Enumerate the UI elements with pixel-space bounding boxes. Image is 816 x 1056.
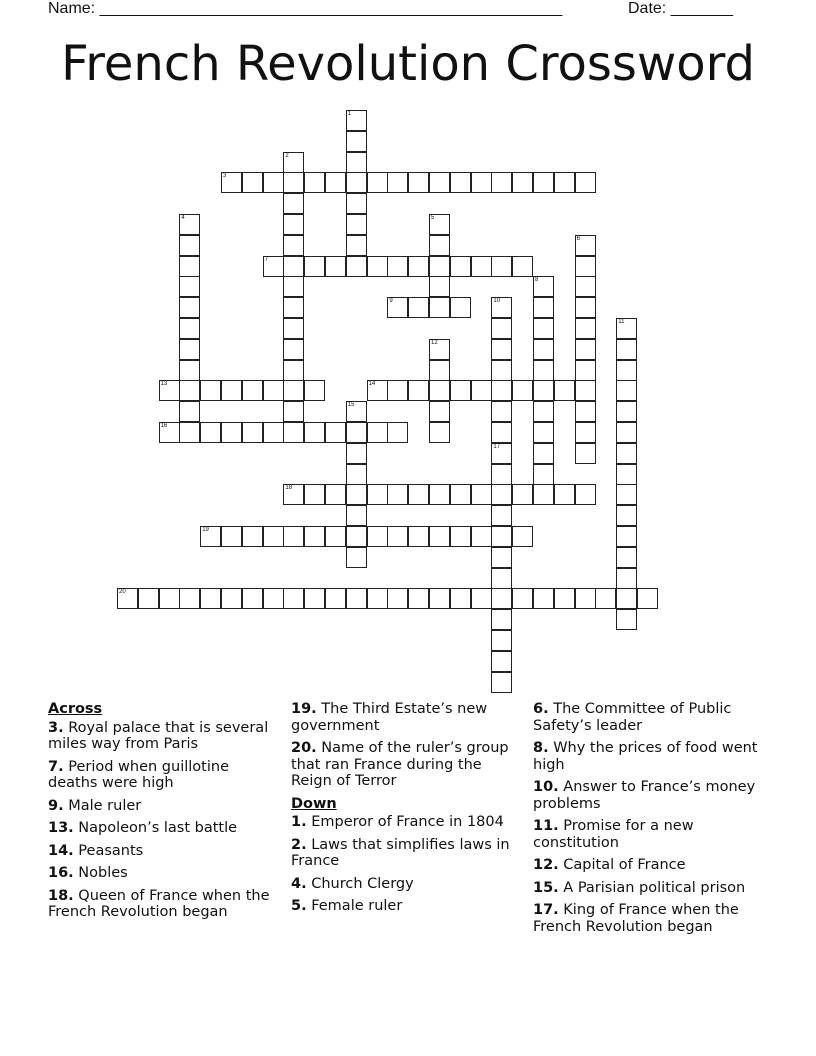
crossword-cell[interactable] — [242, 588, 263, 609]
crossword-cell[interactable] — [429, 422, 450, 443]
crossword-cell[interactable] — [367, 172, 388, 193]
crossword-cell[interactable] — [575, 297, 596, 318]
crossword-cell[interactable] — [325, 422, 346, 443]
crossword-cell[interactable] — [242, 422, 263, 443]
crossword-cell[interactable] — [221, 380, 242, 401]
crossword-cell[interactable] — [429, 172, 450, 193]
crossword-cell[interactable] — [512, 380, 533, 401]
down-clue — [291, 814, 523, 831]
crossword-cell-17[interactable] — [491, 443, 512, 464]
crossword-cell[interactable] — [616, 547, 637, 568]
crossword-cell-2[interactable] — [283, 152, 304, 173]
crossword-cell[interactable] — [533, 339, 554, 360]
crossword-cell[interactable] — [304, 422, 325, 443]
crossword-cell[interactable] — [387, 526, 408, 547]
crossword-cell[interactable] — [367, 588, 388, 609]
crossword-cell[interactable] — [491, 360, 512, 381]
crossword-cell[interactable] — [512, 588, 533, 609]
clue-number: 9. — [48, 797, 64, 814]
clue-number: 2. — [291, 836, 307, 853]
crossword-cell[interactable] — [283, 360, 304, 381]
crossword-cell[interactable] — [304, 380, 325, 401]
crossword-cell[interactable] — [346, 256, 367, 277]
crossword-cell[interactable] — [471, 172, 492, 193]
crossword-cell[interactable] — [429, 401, 450, 422]
crossword-cell-12[interactable] — [429, 339, 450, 360]
crossword-cell[interactable] — [491, 464, 512, 485]
clue-text: Capital of France — [558, 857, 686, 873]
crossword-cell[interactable] — [242, 172, 263, 193]
crossword-cell[interactable] — [387, 484, 408, 505]
crossword-cell[interactable] — [325, 172, 346, 193]
crossword-cell[interactable] — [554, 172, 575, 193]
down-clue — [533, 701, 765, 734]
crossword-cell[interactable] — [387, 422, 408, 443]
clue-number: 20. — [291, 740, 317, 756]
crossword-cell[interactable] — [533, 380, 554, 401]
crossword-cell[interactable] — [179, 401, 200, 422]
clue-number: 11. — [533, 818, 559, 834]
clue-number: 1. — [291, 814, 307, 830]
down-clue — [533, 779, 765, 812]
crossword-cell-9[interactable] — [387, 297, 408, 318]
crossword-cell[interactable] — [408, 172, 429, 193]
across-heading: Across — [48, 701, 103, 717]
crossword-cell[interactable] — [491, 672, 512, 693]
crossword-cell[interactable] — [179, 360, 200, 381]
crossword-cell-8[interactable] — [533, 276, 554, 297]
crossword-cell[interactable] — [491, 339, 512, 360]
clue-number: 3 — [223, 173, 227, 180]
crossword-cell[interactable] — [616, 443, 637, 464]
crossword-cell[interactable] — [450, 484, 471, 505]
crossword-cell[interactable] — [325, 256, 346, 277]
crossword-cell[interactable] — [491, 651, 512, 672]
crossword-cell[interactable] — [263, 422, 284, 443]
crossword-cell[interactable] — [304, 588, 325, 609]
crossword-cell[interactable] — [533, 297, 554, 318]
crossword-cell[interactable] — [533, 401, 554, 422]
crossword-cell[interactable] — [616, 526, 637, 547]
crossword-cell[interactable] — [450, 297, 471, 318]
crossword-cell[interactable] — [491, 609, 512, 630]
crossword-cell[interactable] — [346, 464, 367, 485]
crossword-cell-13[interactable] — [159, 380, 180, 401]
clue-number: 18. — [48, 887, 74, 904]
clue-number: 1 — [347, 111, 352, 117]
crossword-cell[interactable] — [429, 360, 450, 381]
crossword-cell[interactable] — [491, 505, 512, 526]
crossword-cell[interactable] — [263, 526, 284, 547]
crossword-cell[interactable] — [616, 505, 637, 526]
crossword-cell[interactable] — [533, 318, 554, 339]
page-title: French Revolution Crossword — [61, 36, 755, 92]
crossword-cell[interactable] — [575, 380, 596, 401]
crossword-cell[interactable] — [533, 484, 554, 505]
crossword-cell[interactable] — [491, 568, 512, 589]
crossword-cell[interactable] — [491, 172, 512, 193]
crossword-cell[interactable] — [616, 360, 637, 381]
crossword-cell-7[interactable] — [263, 256, 284, 277]
crossword-cell-1[interactable] — [346, 110, 367, 131]
clue-number: 6 — [576, 235, 580, 242]
across-clue — [48, 888, 280, 921]
clue-text: Napoleon’s last battle — [73, 820, 238, 836]
crossword-cell[interactable] — [533, 172, 554, 193]
down-clue — [533, 880, 765, 897]
clue-text: Why the prices of food went high — [533, 740, 758, 773]
clue-number: 20 — [119, 589, 126, 596]
clue-number: 18 — [285, 485, 293, 492]
crossword-cell[interactable] — [616, 484, 637, 505]
crossword-cell[interactable] — [200, 380, 221, 401]
crossword-cell[interactable] — [179, 422, 200, 443]
crossword-cell[interactable] — [283, 172, 304, 193]
crossword-cell[interactable] — [408, 526, 429, 547]
crossword-cell[interactable] — [554, 484, 575, 505]
crossword-cell[interactable] — [554, 588, 575, 609]
down-heading: Down — [291, 795, 337, 812]
clue-number: 15. — [533, 879, 559, 896]
crossword-cell-19[interactable] — [200, 526, 221, 547]
clue-number: 10 — [493, 298, 501, 305]
clue-number: 5. — [291, 898, 307, 914]
down-clue — [533, 740, 765, 773]
crossword-cell[interactable] — [263, 380, 284, 401]
crossword-cell[interactable] — [367, 526, 388, 547]
crossword-cell-14[interactable] — [367, 380, 388, 401]
crossword-cell[interactable] — [616, 339, 637, 360]
clue-text: Answer to France’s money problems — [533, 779, 756, 812]
clue-number: 19. — [291, 701, 317, 717]
crossword-cell[interactable] — [179, 380, 200, 401]
clue-text: The Committee of Public Safety’s leader — [533, 701, 732, 734]
crossword-cell[interactable] — [491, 588, 512, 609]
clue-text: Nobles — [73, 865, 128, 881]
crossword-cell[interactable] — [346, 526, 367, 547]
crossword-cell[interactable] — [346, 172, 367, 193]
crossword-cell[interactable] — [346, 443, 367, 464]
crossword-cell[interactable] — [533, 422, 554, 443]
crossword-cell[interactable] — [575, 422, 596, 443]
crossword-cell[interactable] — [533, 464, 554, 485]
clue-text: Name of the ruler’s group that ran France during the Reign of Terror — [291, 740, 509, 789]
crossword-cell[interactable] — [179, 276, 200, 297]
crossword-cell[interactable] — [200, 588, 221, 609]
crossword-cell[interactable] — [533, 443, 554, 464]
clue-number: 11 — [618, 319, 625, 325]
crossword-cell[interactable] — [283, 214, 304, 235]
crossword-cell[interactable] — [283, 588, 304, 609]
crossword-cell[interactable] — [387, 172, 408, 193]
crossword-cell[interactable] — [325, 526, 346, 547]
crossword-cell[interactable] — [512, 172, 533, 193]
crossword-cell[interactable] — [242, 380, 263, 401]
across-clue — [48, 759, 280, 792]
crossword-cell[interactable] — [429, 256, 450, 277]
clue-number: 13 — [160, 381, 168, 388]
clue-text: Peasants — [73, 842, 144, 859]
crossword-cell[interactable] — [221, 588, 242, 609]
crossword-cell[interactable] — [346, 131, 367, 152]
down-clue — [291, 837, 523, 870]
crossword-cell[interactable] — [200, 422, 221, 443]
crossword-cell[interactable] — [325, 484, 346, 505]
crossword-cell[interactable] — [575, 360, 596, 381]
crossword-cell[interactable] — [346, 235, 367, 256]
crossword-cell-16[interactable] — [159, 422, 180, 443]
crossword-cell[interactable] — [450, 172, 471, 193]
crossword-cell[interactable] — [346, 588, 367, 609]
crossword-cell[interactable] — [491, 422, 512, 443]
crossword-cell[interactable] — [283, 401, 304, 422]
clue-column-1 — [48, 701, 280, 927]
crossword-cell[interactable] — [263, 172, 284, 193]
crossword-cell[interactable] — [491, 630, 512, 651]
crossword-cell-20[interactable] — [117, 588, 138, 609]
crossword-cell[interactable] — [595, 588, 616, 609]
crossword-cell[interactable] — [179, 339, 200, 360]
crossword-cell[interactable] — [616, 401, 637, 422]
crossword-cell[interactable] — [304, 484, 325, 505]
crossword-cell[interactable] — [491, 401, 512, 422]
crossword-cell[interactable] — [283, 526, 304, 547]
across-clue — [291, 740, 523, 790]
crossword-cell[interactable] — [346, 547, 367, 568]
clue-text: Promise for a new constitution — [533, 818, 694, 851]
clue-number: 4 — [181, 215, 185, 221]
crossword-cell[interactable] — [471, 484, 492, 505]
clue-number: 8 — [535, 277, 539, 284]
crossword-cell[interactable] — [221, 422, 242, 443]
crossword-cell[interactable] — [450, 380, 471, 401]
across-clue — [48, 843, 280, 860]
crossword-cell[interactable] — [179, 318, 200, 339]
crossword-cell[interactable] — [575, 276, 596, 297]
crossword-cell[interactable] — [471, 588, 492, 609]
crossword-cell[interactable] — [491, 380, 512, 401]
crossword-cell[interactable] — [387, 380, 408, 401]
crossword-cell[interactable] — [616, 609, 637, 630]
crossword-cell[interactable] — [367, 422, 388, 443]
crossword-cell[interactable] — [471, 526, 492, 547]
clue-number: 10. — [533, 779, 559, 795]
clue-number: 17. — [533, 902, 559, 918]
down-clue — [533, 902, 765, 935]
across-clue — [48, 798, 280, 815]
crossword-cell[interactable] — [637, 588, 658, 609]
crossword-cell[interactable] — [283, 380, 304, 401]
crossword-cell[interactable] — [533, 588, 554, 609]
crossword-cell[interactable] — [283, 256, 304, 277]
clue-text: Period when guillotine deaths were high — [48, 758, 229, 791]
crossword-cell[interactable] — [179, 588, 200, 609]
crossword-cell[interactable] — [450, 526, 471, 547]
crossword-cell[interactable] — [283, 276, 304, 297]
clue-number: 6. — [533, 701, 549, 717]
date-field-label: Date: _______ — [628, 0, 733, 17]
crossword-cell[interactable] — [283, 339, 304, 360]
crossword-cell[interactable] — [616, 380, 637, 401]
crossword-cell-11[interactable] — [616, 318, 637, 339]
crossword-cell[interactable] — [616, 422, 637, 443]
clue-text: Queen of France when the French Revolution began — [48, 887, 270, 920]
crossword-cell[interactable] — [346, 152, 367, 173]
down-clue — [291, 876, 523, 893]
crossword-cell[interactable] — [346, 505, 367, 526]
crossword-cell[interactable] — [575, 318, 596, 339]
clue-number: 14. — [48, 842, 74, 859]
clue-text: Emperor of France in 1804 — [306, 814, 504, 830]
crossword-cell[interactable] — [575, 443, 596, 464]
crossword-cell[interactable] — [138, 588, 159, 609]
crossword-cell[interactable] — [221, 526, 242, 547]
crossword-cell[interactable] — [387, 588, 408, 609]
clue-text: A Parisian political prison — [558, 879, 746, 896]
crossword-cell[interactable] — [575, 484, 596, 505]
crossword-cell-18[interactable] — [283, 484, 304, 505]
clue-text: Royal palace that is several miles way from Paris — [48, 719, 269, 752]
crossword-cell[interactable] — [491, 256, 512, 277]
across-clue — [48, 720, 280, 753]
crossword-cell[interactable] — [283, 193, 304, 214]
crossword-cell[interactable] — [304, 172, 325, 193]
crossword-cell[interactable] — [429, 526, 450, 547]
clue-number: 2 — [285, 152, 289, 159]
down-clue — [291, 898, 523, 915]
clue-text: Male ruler — [63, 797, 142, 814]
crossword-cell[interactable] — [450, 256, 471, 277]
crossword-cell[interactable] — [575, 339, 596, 360]
clue-column-2 — [291, 701, 523, 921]
crossword-cell[interactable] — [408, 484, 429, 505]
crossword-cell[interactable] — [346, 422, 367, 443]
crossword-cell[interactable] — [450, 588, 471, 609]
crossword-cell[interactable] — [429, 380, 450, 401]
crossword-cell[interactable] — [408, 297, 429, 318]
crossword-cell[interactable] — [429, 276, 450, 297]
crossword-cell[interactable] — [471, 256, 492, 277]
crossword-cell[interactable] — [346, 484, 367, 505]
crossword-cell[interactable] — [283, 422, 304, 443]
clue-number: 12 — [431, 339, 438, 346]
down-clue — [533, 818, 765, 851]
crossword-cell[interactable] — [616, 568, 637, 589]
clue-number: 15 — [347, 402, 355, 409]
clue-number: 7. — [48, 758, 64, 775]
clue-number: 17 — [493, 443, 501, 450]
crossword-cell[interactable] — [283, 297, 304, 318]
name-field-label: Name: ____________________________________________________ — [48, 0, 563, 17]
clue-number: 8. — [533, 740, 549, 756]
crossword-cell[interactable] — [367, 484, 388, 505]
crossword-cell-10[interactable] — [491, 297, 512, 318]
crossword-cell[interactable] — [283, 235, 304, 256]
crossword-cell[interactable] — [179, 235, 200, 256]
crossword-cell[interactable] — [429, 588, 450, 609]
crossword-cell[interactable] — [263, 588, 284, 609]
crossword-cell[interactable] — [575, 172, 596, 193]
crossword-cell[interactable] — [554, 380, 575, 401]
clue-number: 13. — [48, 820, 74, 836]
clue-text: King of France when the French Revolution began — [533, 902, 739, 935]
crossword-cell[interactable] — [408, 256, 429, 277]
across-clue — [291, 701, 523, 734]
crossword-cell[interactable] — [512, 256, 533, 277]
crossword-cell-15[interactable] — [346, 401, 367, 422]
crossword-cell[interactable] — [346, 214, 367, 235]
crossword-cell-6[interactable] — [575, 235, 596, 256]
crossword-cell[interactable] — [346, 193, 367, 214]
crossword-cell[interactable] — [491, 318, 512, 339]
crossword-cell-3[interactable] — [221, 172, 242, 193]
crossword-cell[interactable] — [283, 318, 304, 339]
crossword-cell[interactable] — [491, 547, 512, 568]
crossword-cell[interactable] — [512, 484, 533, 505]
clue-number: 16. — [48, 865, 74, 881]
crossword-cell[interactable] — [179, 256, 200, 277]
crossword-cell[interactable] — [575, 401, 596, 422]
clue-number: 5 — [431, 215, 435, 221]
clue-number: 7 — [264, 256, 268, 263]
crossword-cell[interactable] — [491, 484, 512, 505]
clue-text: The Third Estate’s new government — [291, 701, 488, 734]
crossword-cell[interactable] — [179, 297, 200, 318]
crossword-cell[interactable] — [575, 256, 596, 277]
crossword-cell[interactable] — [616, 464, 637, 485]
across-clue — [48, 865, 280, 882]
crossword-cell[interactable] — [367, 256, 388, 277]
clue-column-3 — [533, 701, 765, 941]
across-clue — [48, 820, 280, 837]
crossword-cell[interactable] — [304, 526, 325, 547]
clue-number: 4. — [291, 875, 307, 892]
clue-number: 19 — [202, 527, 209, 533]
crossword-cell[interactable] — [471, 380, 492, 401]
crossword-cell-5[interactable] — [429, 214, 450, 235]
crossword-cell[interactable] — [429, 297, 450, 318]
down-clue — [533, 857, 765, 874]
crossword-cell[interactable] — [616, 588, 637, 609]
clue-text: Female ruler — [306, 898, 403, 914]
crossword-cell[interactable] — [159, 588, 180, 609]
crossword-cell[interactable] — [429, 484, 450, 505]
crossword-cell[interactable] — [242, 526, 263, 547]
crossword-cell[interactable] — [304, 256, 325, 277]
crossword-cell[interactable] — [575, 588, 596, 609]
clue-text: Church Clergy — [306, 875, 414, 892]
clue-number: 3. — [48, 719, 64, 736]
crossword-cell[interactable] — [491, 526, 512, 547]
crossword-cell[interactable] — [533, 360, 554, 381]
crossword-cell[interactable] — [429, 235, 450, 256]
clue-text: Laws that simplifies laws in France — [291, 836, 510, 869]
clue-number: 16 — [160, 423, 168, 429]
clue-number: 14 — [368, 381, 376, 388]
crossword-cell-4[interactable] — [179, 214, 200, 235]
crossword-cell[interactable] — [408, 380, 429, 401]
clue-number: 9 — [389, 298, 393, 305]
crossword-cell[interactable] — [512, 526, 533, 547]
crossword-cell[interactable] — [387, 256, 408, 277]
crossword-cell[interactable] — [408, 588, 429, 609]
clue-number: 12. — [533, 857, 559, 873]
crossword-cell[interactable] — [325, 588, 346, 609]
